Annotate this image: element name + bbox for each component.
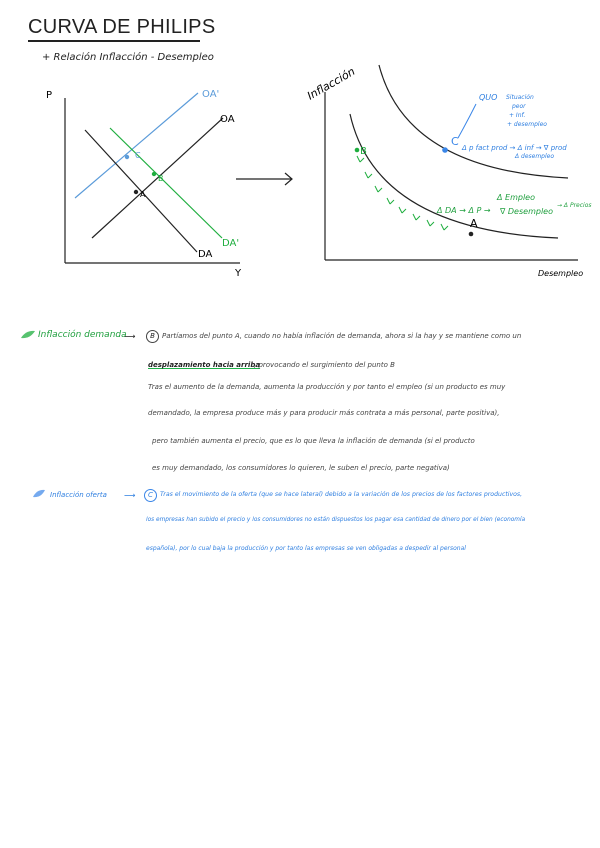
supply-demand-graph [30,80,250,280]
c-effect-line-2: Δ desempleo [515,153,555,160]
title-underline [28,40,200,42]
c-up-arrow-icon [458,104,476,138]
supply-line-3: española), por lo cual baja la producción y por tanto las empresas se ven obligadas a despedir al personal [146,545,466,552]
a-effect-line-2: Δ DA → Δ P → [437,206,491,215]
page-title: CURVA DE PHILIPS [28,16,216,38]
arrow-icon-2: ⟶ [124,491,136,500]
c-note-line-1: Situación [506,94,534,101]
demand-line-1: Partíamos del punto A, cuando no había inflación de demanda, ahora si la hay y se mantiene como un [162,332,522,340]
c-note-line-4: + desempleo [507,121,547,128]
graph2-x-label: Desempleo [538,269,584,278]
oa-label: OA [220,114,235,125]
c-note-head: QUO [479,93,498,102]
a-effect-line-4: → Δ Precios [557,202,592,209]
da-label: DA [198,249,213,260]
graph1-point-c [125,155,129,159]
demand-line-2-rest: , provocando el surgimiento del punto B [254,361,395,369]
supply-line-1: Tras el movimiento de la oferta (que se hace lateral) debido a la variación de los precios de los factores productivos, [160,491,523,498]
movement-arrows [357,156,448,230]
c-note-line-3: + Inf. [509,112,526,119]
phillips-curve-lower [350,114,558,238]
graph1-x-label: Y [235,268,242,279]
a-effect-line-1: Δ Empleo [497,193,535,202]
supply-circle-c: C [144,489,157,502]
phillips-curve-graph [296,60,600,285]
c-note-line-2: peor [512,103,526,110]
oa-prime-label: OA' [202,89,220,100]
graph1-y-label: P [46,90,53,101]
graph1-point-a [134,190,138,194]
right-arrow-icon [234,170,298,188]
graph1-point-b [152,172,156,176]
graph2-y-label: Inflacción [305,64,358,103]
c-effect-line-1: Δ p fact prod → Δ inf → ∇ prod [462,144,567,152]
demand-line-6: es muy demandado, los consumidores lo quieren, le suben el precio, parte negativa) [152,464,450,472]
da-prime-label: DA' [222,238,240,249]
supply-line-2: los empresas han subido el precio y los consumidores no están dispuestos los pagar esa cantidad de dinero por el bien (economía [146,517,526,523]
graph2-point-c [442,147,448,153]
graph2-point-a [469,232,474,237]
a-effect-line-3: ∇ Desempleo [500,207,553,216]
graph2-point-b [355,148,360,153]
graph1-point-a-label: A [140,190,146,199]
supply-heading: Inflacción oferta [50,491,107,499]
arrow-icon: ⟶ [124,332,136,341]
demand-line-3: Tras el aumento de la demanda, aumenta la producción y por tanto el empleo (si un producto es muy [148,383,506,391]
da-prime-curve [110,128,222,238]
feather-icon [32,489,46,499]
graph2-point-c-label: C [451,135,459,148]
graph1-point-b-label: B [158,174,164,183]
graph2-point-a-label: A [470,217,478,230]
graph1-point-c-label: C [135,151,141,160]
leaf-icon [20,330,36,340]
oa-prime-curve [75,93,198,198]
demand-line-5: pero también aumenta el precio, que es lo que lleva la inflación de demanda (si el producto [152,437,475,445]
demand-circle-b: B [146,330,159,343]
graph2-point-b-label: B [360,146,367,157]
demand-line-4: demandado, la empresa produce más y para producir más contrata a más personal, parte positiva), [148,409,500,417]
demand-heading: Inflacción demanda [38,330,127,340]
demand-line-2-bold: desplazamiento hacia arriba [148,361,261,369]
page-subtitle: + Relación Inflacción - Desempleo [42,52,214,63]
